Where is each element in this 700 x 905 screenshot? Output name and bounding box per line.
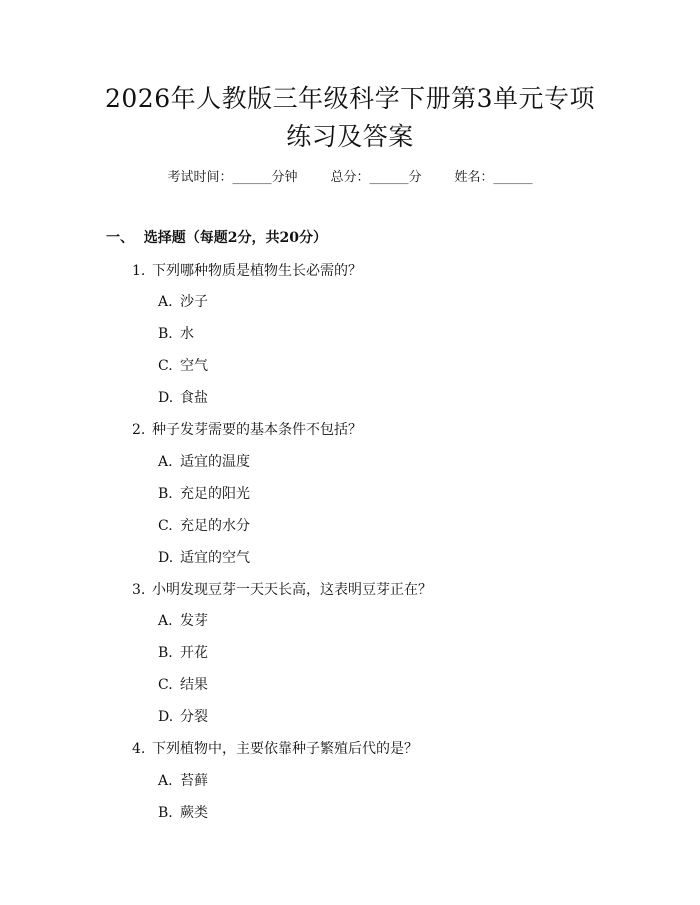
question-3: [132, 580, 432, 600]
option-letter: C.: [158, 677, 173, 693]
option-letter: A.: [158, 294, 173, 310]
option-4a: [158, 771, 208, 791]
option-1d: [158, 388, 208, 408]
option-4b: [158, 803, 208, 823]
document-title-line-1: 2026年人教版三年级科学下册第3单元专项: [104, 84, 596, 113]
question-4: [132, 739, 418, 759]
document-title-line-2: 练习及答案: [286, 122, 414, 151]
option-letter: D.: [158, 709, 174, 725]
option-1b: [158, 324, 194, 344]
exam-info-line: 考试时间：______分钟 总分：______分 姓名：______: [167, 170, 533, 185]
option-text: 适宜的空气: [180, 550, 250, 566]
question-1: [132, 261, 362, 281]
question-number: 1.: [132, 263, 146, 279]
option-3c: [158, 675, 208, 695]
section-title: 选择题（每题2分，共20分）: [143, 230, 327, 246]
option-text: 开花: [180, 645, 208, 661]
option-text: 发芽: [180, 613, 208, 629]
option-letter: A.: [158, 454, 173, 470]
option-3b: [158, 643, 208, 663]
option-text: 分裂: [180, 709, 208, 725]
question-text: 下列植物中，主要依靠种子繁殖后代的是？: [152, 741, 418, 757]
option-1c: [158, 356, 208, 376]
question-text: 小明发现豆芽一天天长高，这表明豆芽正在？: [152, 582, 432, 598]
option-letter: D.: [158, 550, 174, 566]
option-letter: A.: [158, 773, 173, 789]
option-2d: [158, 548, 250, 568]
option-text: 蕨类: [180, 805, 208, 821]
option-letter: A.: [158, 613, 173, 629]
option-3d: [158, 707, 208, 727]
question-2: [132, 420, 362, 440]
question-text: 下列哪种物质是植物生长必需的？: [152, 263, 362, 279]
question-number: 4.: [132, 741, 146, 757]
option-letter: B.: [158, 326, 173, 342]
option-letter: C.: [158, 358, 173, 374]
option-text: 空气: [180, 358, 208, 374]
option-letter: B.: [158, 645, 173, 661]
question-number: 3.: [132, 582, 146, 598]
option-text: 充足的水分: [180, 518, 250, 534]
option-text: 水: [180, 326, 194, 342]
option-letter: B.: [158, 486, 173, 502]
option-text: 适宜的温度: [180, 454, 250, 470]
section-heading: [106, 228, 327, 248]
section-number: 一、: [106, 230, 134, 246]
question-number: 2.: [132, 422, 146, 438]
option-text: 苔藓: [180, 773, 208, 789]
option-text: 沙子: [180, 294, 208, 310]
question-text: 种子发芽需要的基本条件不包括？: [152, 422, 362, 438]
option-text: 结果: [180, 677, 208, 693]
option-2a: [158, 452, 250, 472]
option-2b: [158, 484, 250, 504]
option-letter: C.: [158, 518, 173, 534]
option-1a: [158, 292, 208, 312]
option-letter: D.: [158, 390, 174, 406]
option-3a: [158, 611, 208, 631]
option-2c: [158, 516, 250, 536]
option-text: 充足的阳光: [180, 486, 250, 502]
option-text: 食盐: [180, 390, 208, 406]
option-letter: B.: [158, 805, 173, 821]
